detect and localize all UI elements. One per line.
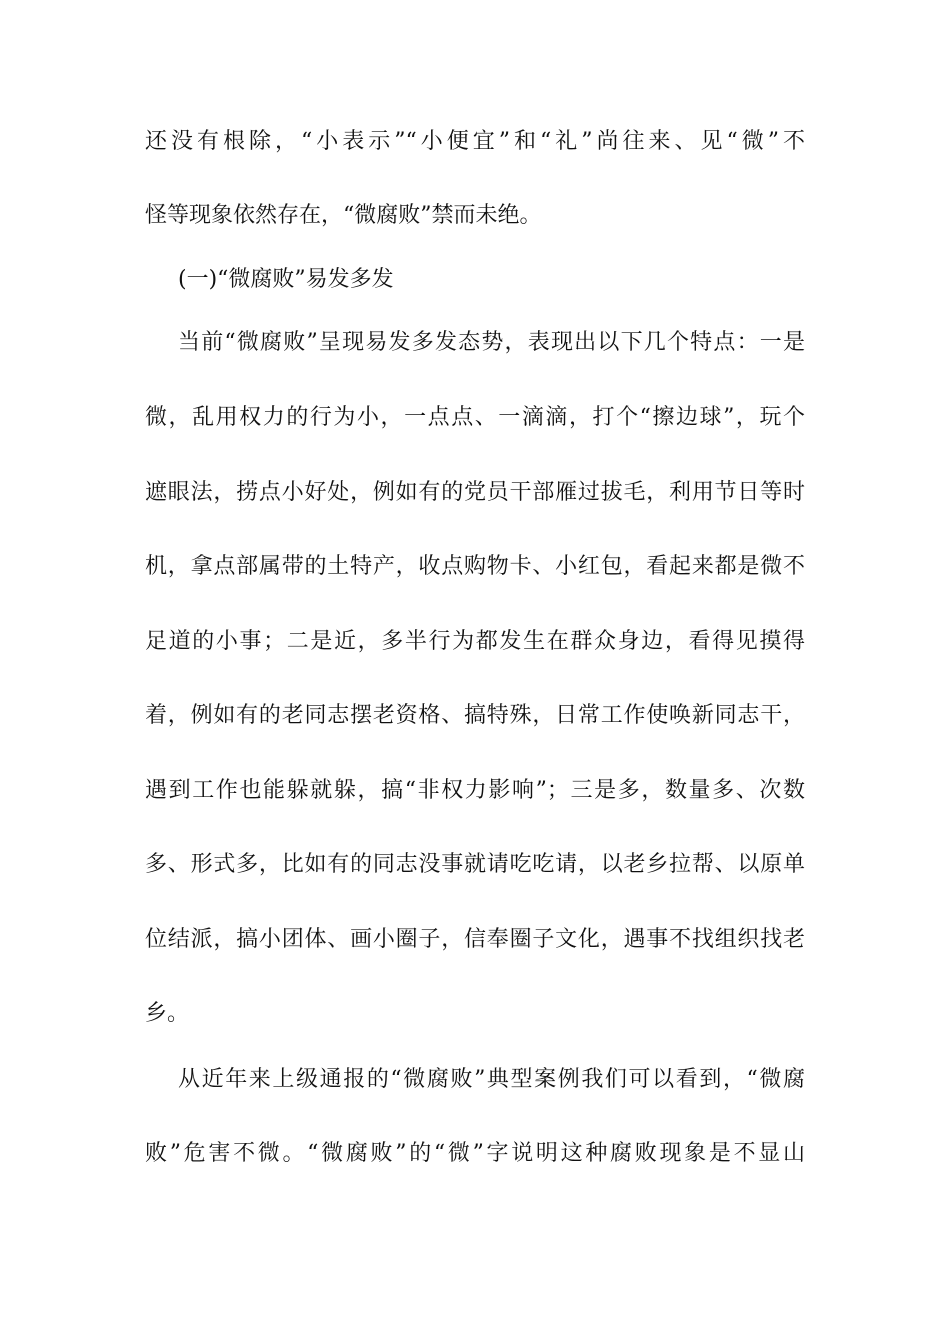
paragraph-line: 多、形式多，比如有的同志没事就请吃吃请，以老乡拉帮、以原单	[145, 852, 805, 877]
paragraph-line: 怪等现象依然存在，“微腐败”禁而未绝。	[145, 203, 542, 228]
paragraph-line: 位结派，搞小团体、画小圈子，信奉圈子文化，遇事不找组织找老	[145, 927, 805, 952]
paragraph-line: 当前“微腐败”呈现易发多发态势，表现出以下几个特点：一是	[178, 330, 805, 355]
paragraph-line: 乡。	[145, 1001, 190, 1026]
paragraph-line: 微，乱用权力的行为小，一点点、一滴滴，打个“擦边球”，玩个	[145, 405, 805, 430]
section-heading: (一)“微腐败”易发多发	[178, 267, 394, 292]
paragraph-line: 着，例如有的老同志摆老资格、搞特殊，日常工作使唤新同志干，	[145, 703, 805, 728]
paragraph-line: 足道的小事；二是近，多半行为都发生在群众身边，看得见摸得	[145, 629, 805, 654]
paragraph-line: 从近年来上级通报的“微腐败”典型案例我们可以看到，“微腐	[178, 1067, 805, 1092]
paragraph-line: 机，拿点部属带的土特产，收点购物卡、小红包，看起来都是微不	[145, 554, 805, 579]
paragraph-line: 还没有根除，“小表示”“小便宜”和“礼”尚往来、见“微”不	[145, 129, 805, 154]
paragraph-line: 败”危害不微。“微腐败”的“微”字说明这种腐败现象是不显山	[145, 1141, 805, 1166]
paragraph-line: 遇到工作也能躲就躲，搞“非权力影响”；三是多，数量多、次数	[145, 778, 805, 803]
paragraph-line: 遮眼法，捞点小好处，例如有的党员干部雁过拔毛，利用节日等时	[145, 480, 805, 505]
